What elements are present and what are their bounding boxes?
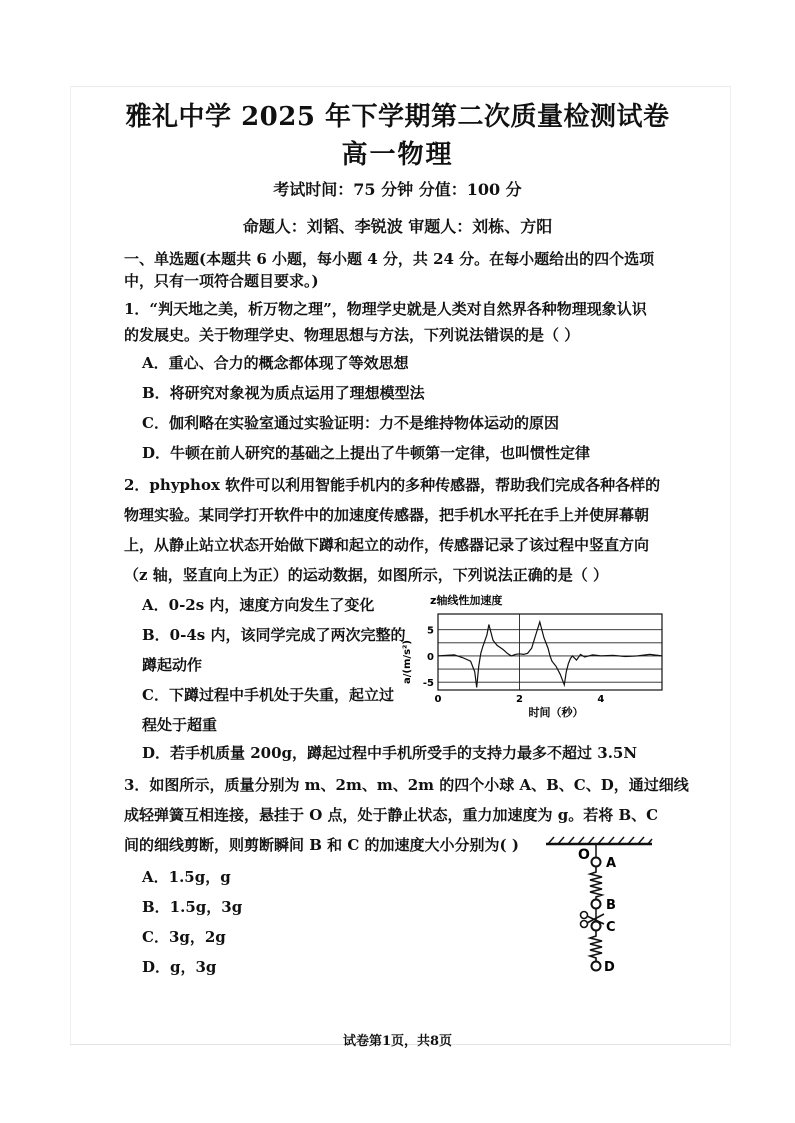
page-border xyxy=(70,86,730,87)
x-tick-label: 0 xyxy=(434,694,442,705)
question-stem: （z 轴，竖直向上为正）的运动数据，如图所示，下列说法正确的是（ ） xyxy=(124,566,608,584)
series-line-z xyxy=(438,622,662,688)
authors: 命题人：刘韬、李锐波 审题人：刘栋、方阳 xyxy=(242,217,553,236)
spring-ball-diagram xyxy=(540,834,660,976)
y-axis-label: a/(m/s²) xyxy=(402,640,413,684)
option-b: B．0-4s 内，该同学完成了两次完整的 xyxy=(142,626,406,644)
ball-a xyxy=(592,858,601,867)
ceiling-support xyxy=(546,837,652,844)
section-heading: 中，只有一项符合题目要求。) xyxy=(124,272,319,290)
ball-d xyxy=(592,962,601,971)
plot-frame xyxy=(438,614,662,690)
option-d: D．若手机质量 200g，蹲起过程中手机所受手的支持力最多不超过 3.5N xyxy=(142,744,638,762)
y-tick-label: 0 xyxy=(427,651,434,663)
acceleration-chart xyxy=(396,590,676,722)
option-d: D．牛顿在前人研究的基础之上提出了牛顿第一定律，也叫惯性定律 xyxy=(142,444,591,462)
label-b: B xyxy=(606,898,616,913)
option-c: C．伽利略在实验室通过实验证明：力不是维持物体运动的原因 xyxy=(142,414,559,432)
option-b: B．1.5g，3g xyxy=(142,898,243,916)
ball-c xyxy=(592,922,601,931)
section-heading: 一、单选题(本题共 6 小题，每小题 4 分，共 24 分。在每小题给出的四个选项 xyxy=(124,250,655,268)
x-axis-label: 时间（秒） xyxy=(528,706,584,719)
option-a: A．重心、合力的概念都体现了等效思想 xyxy=(142,354,409,372)
chart-title: z轴线性加速度 xyxy=(430,594,503,607)
label-a: A xyxy=(606,856,617,871)
exam-title: 雅礼中学 2025 年下学期第二次质量检测试卷 xyxy=(125,102,670,132)
subject-title: 高一物理 xyxy=(341,140,454,170)
question-stem: 2．phyphox 软件可以利用智能手机内的多种传感器，帮助我们完成各种各样的 xyxy=(124,476,661,494)
label-o: O xyxy=(578,847,590,863)
question-stem: 间的细线剪断，则剪断瞬间 B 和 C 的加速度大小分别为( ) xyxy=(124,836,519,854)
question-stem: 的发展史。关于物理学史、物理思想与方法，下列说法错误的是（ ） xyxy=(124,326,580,344)
x-tick-label: 4 xyxy=(597,694,605,705)
label-c: C xyxy=(606,920,616,935)
spring-c-d xyxy=(590,931,602,962)
spring-a-b xyxy=(590,867,602,900)
y-tick-label: 5 xyxy=(427,625,434,637)
y-tick-label: -5 xyxy=(422,678,434,690)
option-d: D．g，3g xyxy=(142,958,217,976)
option-c-cont: 程处于超重 xyxy=(142,716,218,734)
ball-b xyxy=(592,900,601,909)
option-b-cont: 蹲起动作 xyxy=(142,656,203,674)
option-a: A．0-2s 内，速度方向发生了变化 xyxy=(142,596,375,614)
question-stem: 物理实验。某同学打开软件中的加速度传感器，把手机水平托在手上并使屏幕朝 xyxy=(124,506,650,524)
label-d: D xyxy=(604,960,615,975)
page-footer: 试卷第1页，共8页 xyxy=(342,1034,453,1049)
option-c: C．下蹲过程中手机处于失重，起立过 xyxy=(142,686,394,704)
question-stem: 上，从静止站立状态开始做下蹲和起立的动作，传感器记录了该过程中竖直方向 xyxy=(124,536,650,554)
option-c: C．3g，2g xyxy=(142,928,226,946)
option-a: A．1.5g，g xyxy=(142,868,231,886)
x-tick-label: 2 xyxy=(515,694,523,705)
question-stem: 3．如图所示，质量分别为 m、2m、m、2m 的四个小球 A、B、C、D，通过细线 xyxy=(124,776,689,794)
option-b: B．将研究对象视为质点运用了理想模型法 xyxy=(142,384,425,402)
question-stem: 成轻弹簧互相连接，悬挂于 O 点，处于静止状态，重力加速度为 g。若将 B、C xyxy=(124,806,659,824)
question-stem: 1．“判天地之美，析万物之理”，物理学史就是人类对自然界各种物理现象认识 xyxy=(124,300,647,318)
exam-info: 考试时间：75 分钟 分值：100 分 xyxy=(273,180,522,199)
